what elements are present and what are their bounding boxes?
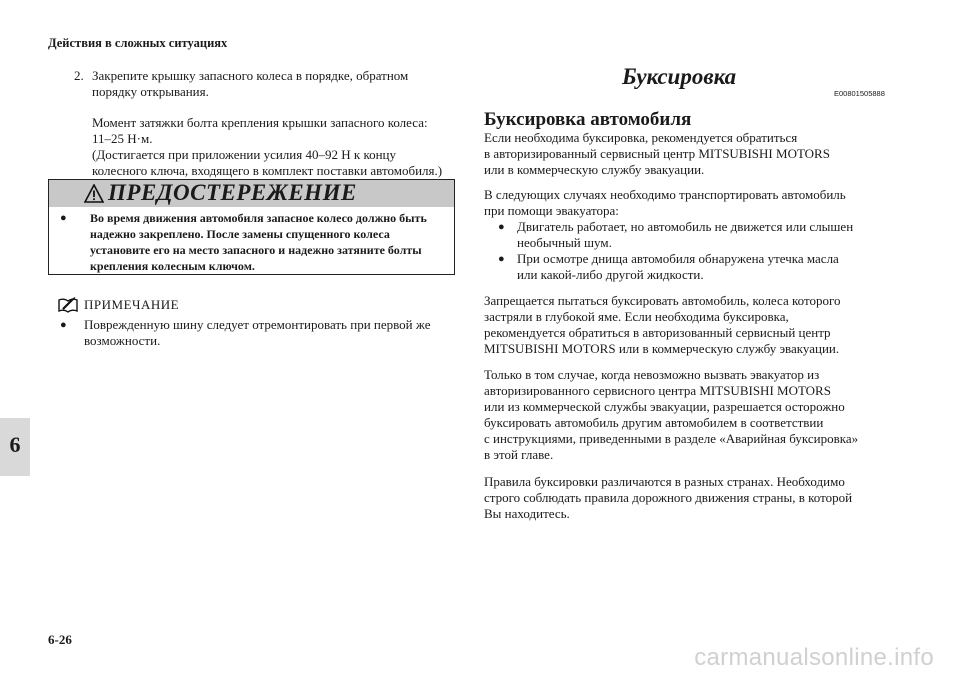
subsection-title: Буксировка автомобиля bbox=[484, 109, 692, 130]
text-line: в этой главе. bbox=[484, 447, 554, 462]
watermark: carmanualsonline.info bbox=[694, 644, 934, 671]
text-line: 11–25 Н·м. bbox=[92, 131, 153, 146]
bullet-text bbox=[517, 251, 907, 283]
paragraph bbox=[484, 130, 904, 178]
torque-paragraph bbox=[92, 115, 470, 179]
text-line: при помощи эвакуатора: bbox=[484, 203, 619, 218]
note-text bbox=[84, 317, 454, 349]
paragraph bbox=[484, 293, 904, 357]
text-line: возможности. bbox=[84, 333, 161, 348]
paragraph bbox=[484, 474, 904, 522]
bullet-icon: ● bbox=[60, 319, 67, 331]
paragraph bbox=[484, 187, 904, 219]
text-line: строго соблюдать правила дорожного движения страны, в которой bbox=[484, 490, 853, 505]
text-line: установите его на место запасного и надежно затяните болты bbox=[90, 243, 422, 257]
text-line: авторизированного сервисного центра MITSUBISHI MOTORS bbox=[484, 383, 831, 398]
text-line: Вы находитесь. bbox=[484, 506, 570, 521]
chapter-number: 6 bbox=[9, 432, 21, 457]
step-number: 2. bbox=[74, 68, 84, 83]
text-line: застряли в глубокой яме. Если необходима буксировка, bbox=[484, 309, 789, 324]
text-line: колесного ключа, входящего в комплект поставки автомобиля.) bbox=[92, 163, 443, 178]
warning-title: ПРЕДОСТЕРЕЖЕНИЕ bbox=[108, 180, 357, 205]
step-text bbox=[92, 68, 462, 100]
text-line: крепления колесным ключом. bbox=[90, 259, 255, 273]
text-line: надежно закреплено. После замены спущенного колеса bbox=[90, 227, 390, 241]
text-line: буксировать автомобиль другим автомобилем в соответствии bbox=[484, 415, 824, 430]
bullet-icon: ● bbox=[60, 212, 67, 224]
running-header: Действия в сложных ситуациях bbox=[48, 36, 228, 50]
text-line: порядку открывания. bbox=[92, 84, 209, 99]
text-line: Момент затяжки болта крепления крышки запасного колеса: bbox=[92, 115, 428, 130]
text-line: Двигатель работает, но автомобиль не движется или слышен bbox=[517, 219, 854, 234]
warning-text bbox=[90, 210, 450, 274]
text-line: или из коммерческой службы эвакуации, разрешается осторожно bbox=[484, 399, 845, 414]
note-icon bbox=[58, 297, 78, 313]
text-line: рекомендуется обратиться в авторизованный сервисный центр bbox=[484, 325, 831, 340]
page-number: 6-26 bbox=[48, 632, 72, 647]
text-line: Во время движения автомобиля запасное колесо должно быть bbox=[90, 211, 427, 225]
text-line: MITSUBISHI MOTORS или в коммерческую службу эвакуации. bbox=[484, 341, 840, 356]
text-line: (Достигается при приложении усилия 40–92 Н к концу bbox=[92, 147, 397, 162]
paragraph bbox=[484, 367, 904, 463]
text-line: в авторизированный сервисный центр MITSUBISHI MOTORS bbox=[484, 146, 830, 161]
warning-triangle-icon bbox=[84, 184, 104, 203]
text-line: Если необходима буксировка, рекомендуется обратиться bbox=[484, 130, 798, 145]
text-line: или в коммерческую службу эвакуации. bbox=[484, 162, 705, 177]
text-line: Запрещается пытаться буксировать автомобиль, колеса которого bbox=[484, 293, 841, 308]
section-code: E00801505888 bbox=[834, 89, 885, 98]
text-line: с инструкциями, приведенными в разделе «Аварийная буксировка» bbox=[484, 431, 859, 446]
text-line: Закрепите крышку запасного колеса в порядке, обратном bbox=[92, 68, 409, 83]
text-line: или какой-либо другой жидкости. bbox=[517, 267, 704, 282]
bullet-icon: ● bbox=[498, 253, 505, 265]
bullet-icon: ● bbox=[498, 221, 505, 233]
text-line: В следующих случаях необходимо транспортировать автомобиль bbox=[484, 187, 846, 202]
note-label: ПРИМЕЧАНИЕ bbox=[84, 297, 180, 312]
text-line: необычный шум. bbox=[517, 235, 612, 250]
bullet-text bbox=[517, 219, 907, 251]
section-title: Буксировка bbox=[622, 64, 737, 89]
text-line: Только в том случае, когда невозможно вызвать эвакуатор из bbox=[484, 367, 820, 382]
text-line: Правила буксировки различаются в разных странах. Необходимо bbox=[484, 474, 845, 489]
text-line: При осмотре днища автомобиля обнаружена утечка масла bbox=[517, 251, 839, 266]
text-line: Поврежденную шину следует отремонтировать при первой же bbox=[84, 317, 431, 332]
